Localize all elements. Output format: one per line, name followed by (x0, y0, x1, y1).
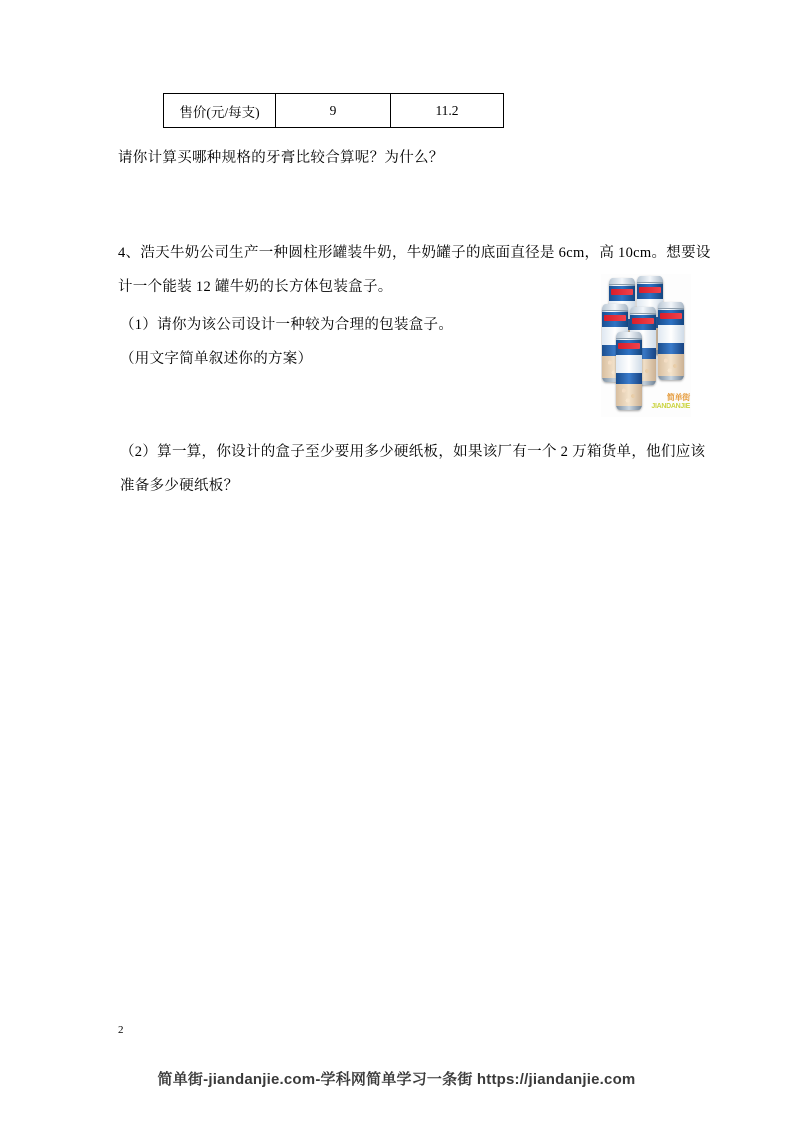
can-top (609, 278, 635, 285)
can-food-photo (658, 354, 684, 376)
image-watermark-cn: 简单街 (666, 393, 690, 402)
question4-line2: 计一个能装 12 罐牛奶的长方体包装盒子。 (118, 279, 393, 295)
question4-line1: 4、浩天牛奶公司生产一种圆柱形罐装牛奶，牛奶罐子的底面直径是 6cm，高 10cm。想要设 (118, 245, 711, 261)
can-label (658, 325, 684, 343)
can-red-band (611, 289, 633, 295)
can-red-band (639, 287, 661, 293)
can-top (602, 304, 628, 311)
question4-part1-note: （用文字简单叙述你的方案） (120, 351, 313, 367)
price-table (163, 93, 504, 128)
can-red-band (604, 315, 626, 321)
can-blue-band-lower (658, 343, 684, 354)
milk-cans-photo (601, 274, 691, 417)
can-top (637, 276, 663, 283)
can-bottom (658, 376, 684, 380)
can-top (630, 307, 656, 314)
can-top (616, 332, 642, 339)
can-label (616, 355, 642, 373)
can-blue-band-lower (616, 373, 642, 384)
footer-watermark: 简单街-jiandanjie.com-学科网简单学习一条街 https://jiandanjie.com (157, 1071, 636, 1088)
can-red-band (660, 313, 682, 319)
can-top (658, 302, 684, 309)
milk-can (616, 332, 642, 410)
can-red-band (618, 343, 640, 349)
question4-part1: （1）请你为该公司设计一种较为合理的包装盒子。 (120, 317, 454, 333)
page-number: 2 (118, 1024, 124, 1036)
milk-can (658, 302, 684, 380)
table-row-header: 售价(元/每支) (164, 94, 276, 128)
question4-part2-line1: （2）算一算，你设计的盒子至少要用多少硬纸板，如果该厂有一个 2 万箱货单，他们应该 (120, 444, 706, 460)
can-red-band (632, 318, 654, 324)
question-prompt: 请你计算买哪种规格的牙膏比较合算呢？为什么？ (118, 150, 444, 166)
table-cell-value-1: 9 (276, 94, 391, 128)
can-bottom (616, 406, 642, 410)
can-food-photo (616, 384, 642, 406)
table-row (164, 94, 504, 128)
image-watermark (651, 393, 690, 411)
image-watermark-en: JIANDANJIE (651, 403, 690, 410)
table-cell-value-2: 11.2 (391, 94, 504, 128)
question4-part2-line2: 准备多少硬纸板？ (120, 478, 239, 494)
price-table-wrapper (163, 93, 504, 128)
